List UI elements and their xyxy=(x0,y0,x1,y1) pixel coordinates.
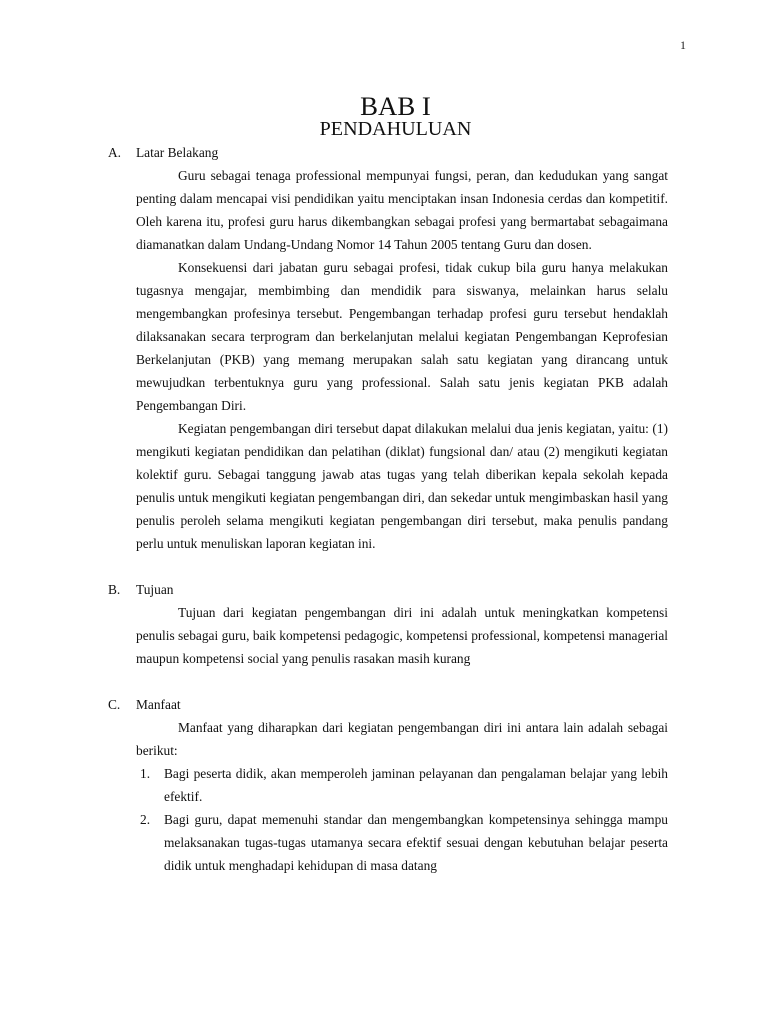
list-item xyxy=(136,762,668,808)
section-heading xyxy=(108,693,668,716)
section-heading xyxy=(108,141,668,164)
section-title: Latar Belakang xyxy=(136,145,219,160)
section-tujuan xyxy=(108,578,668,670)
section-title: Manfaat xyxy=(136,697,181,712)
section-manfaat xyxy=(108,693,668,877)
section-title: Tujuan xyxy=(136,582,174,597)
list-text: Bagi guru, dapat memenuhi standar dan mengembangkan kompetensinya sehingga mampu melaksanakan tugas-tugas utamanya secara efektif sesuai dengan kebutuhan belajar peserta didik untuk menghadapi kehidupan di masa datang xyxy=(164,812,668,873)
section-body xyxy=(136,164,668,555)
chapter-title: PENDAHULUAN xyxy=(319,118,472,140)
list-number: 1. xyxy=(140,766,151,781)
blank-line xyxy=(108,670,668,693)
section-letter: C. xyxy=(108,697,121,712)
benefit-list xyxy=(136,762,668,877)
paragraph: Manfaat yang diharapkan dari kegiatan pengembangan diri ini antara lain adalah sebagai berikut: xyxy=(136,720,668,758)
chapter-label: BAB I xyxy=(360,91,431,121)
section-body xyxy=(136,601,668,670)
page-number: 1 xyxy=(680,38,686,52)
paragraph: Tujuan dari kegiatan pengembangan diri ini adalah untuk meningkatkan kompetensi penulis sebagai guru, baik kompetensi pedagogic, kompetensi professional, kompetensi managerial maupun kompetensi social yang penulis rasakan masih kurang xyxy=(136,605,668,666)
section-letter: A. xyxy=(108,145,122,160)
list-number: 2. xyxy=(140,812,151,827)
paragraph: Konsekuensi dari jabatan guru sebagai profesi, tidak cukup bila guru hanya melakukan tugasnya mengajar, membimbing dan mendidik para siswanya, melainkan harus selalu mengembangkan profesinya tersebut. Pengembangan terhadap profesi guru tersebut hendaklah dilaksanakan secara terprogram dan berkelanjutan melalui kegiatan Pengembangan Keprofesian Berkelanjutan (PKB) yang memang merupakan salah satu kegiatan yang dirancang untuk mewujudkan terbentuknya guru yang professional. Salah satu jenis kegiatan PKB adalah Pengembangan Diri. xyxy=(136,260,668,413)
document-body xyxy=(108,91,668,877)
section-latar-belakang xyxy=(108,141,668,555)
list-text: Bagi peserta didik, akan memperoleh jaminan pelayanan dan pengalaman belajar yang lebih efektif. xyxy=(164,766,668,804)
paragraph: Guru sebagai tenaga professional mempunyai fungsi, peran, dan kedudukan yang sangat penting dalam mencapai visi pendidikan yaitu menciptakan insan Indonesia cerdas dan kompetitif. Oleh karena itu, profesi guru harus dikembangkan sebagai profesi yang bermartabat sebagaimana diamanatkan dalam Undang-Undang Nomor 14 Tahun 2005 tentang Guru dan dosen. xyxy=(136,168,668,252)
paragraph: Kegiatan pengembangan diri tersebut dapat dilakukan melalui dua jenis kegiatan, yaitu: (1) mengikuti kegiatan pendidikan dan pelatihan (diklat) fungsional dan/ atau (2) mengikuti kegiatan kolektif guru. Sebagai tanggung jawab atas tugas yang telah diberikan kepala sekolah kepada penulis untuk mengikuti kegiatan pengembangan diri, dan sekedar untuk mengimbaskan hasil yang penulis peroleh selama mengikuti kegiatan pengembangan diri tersebut, maka penulis pandang perlu untuk menuliskan laporan kegiatan ini. xyxy=(136,421,668,551)
section-letter: B. xyxy=(108,582,121,597)
list-item xyxy=(136,808,668,877)
section-body xyxy=(136,716,668,877)
section-heading xyxy=(108,578,668,601)
blank-line xyxy=(108,555,668,578)
